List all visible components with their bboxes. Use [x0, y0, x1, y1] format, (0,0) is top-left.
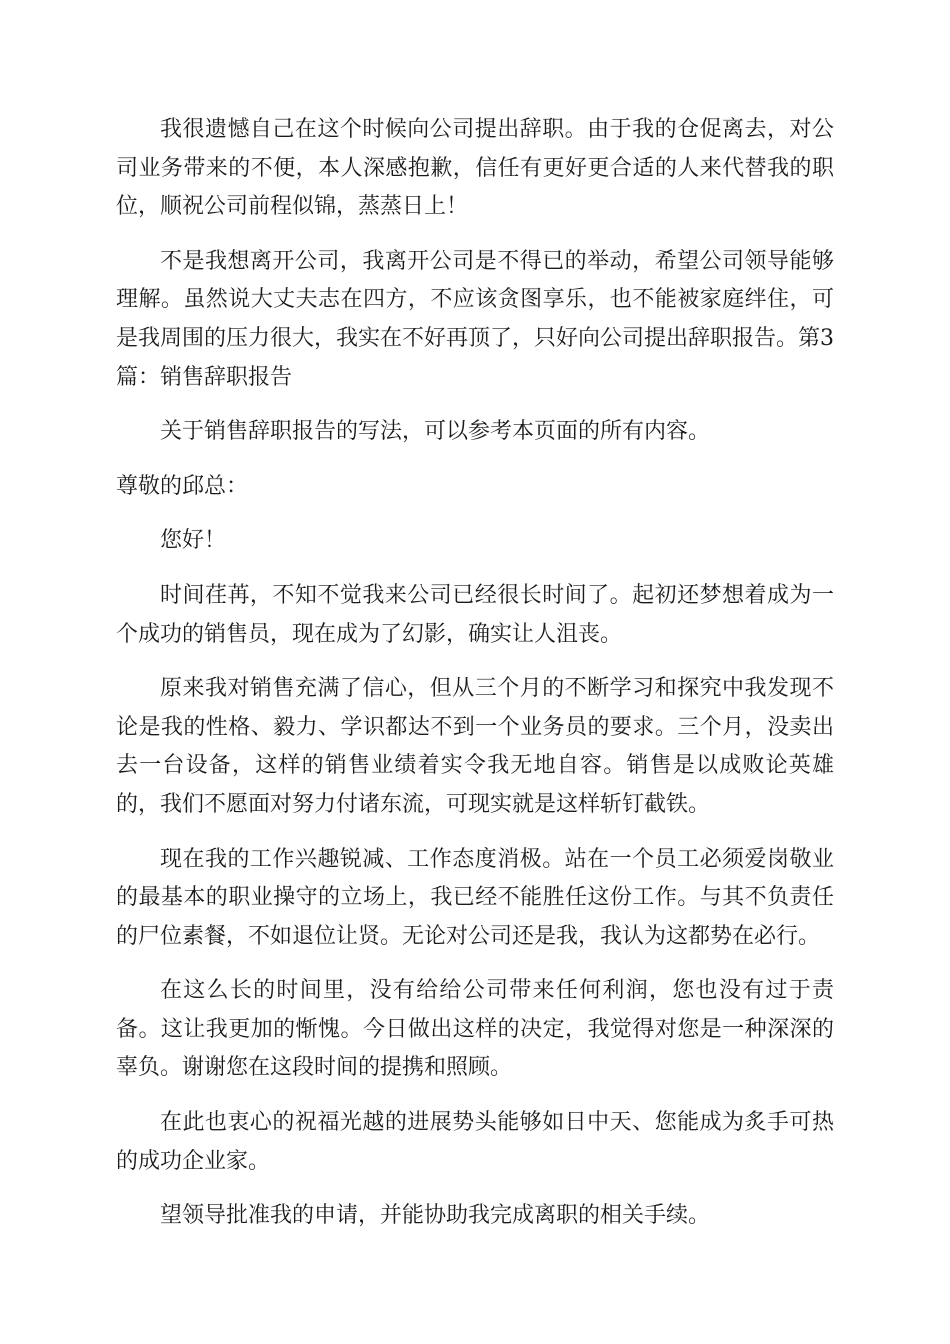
paragraph-intro: 关于销售辞职报告的写法，可以参考本页面的所有内容。	[160, 419, 711, 445]
salutation: 尊敬的邱总：	[116, 473, 249, 499]
paragraph-request: 望领导批准我的申请，并能协助我完成离职的相关手续。	[160, 1203, 711, 1229]
paragraph-wishes: 在此也衷心的祝福光越的进展势头能够如日中天、您能成为炙手可热的成功企业家。	[116, 1110, 834, 1174]
paragraph-gratitude: 在这么长的时间里，没有给给公司带来任何利润，您也没有过于责备。这让我更加的惭愧。今日做出这样的决定，我觉得对您是一种深深的辜负。谢谢您在这段时间的提携和照顾。	[116, 978, 834, 1081]
greeting: 您好！	[160, 528, 227, 554]
paragraph-apology: 我很遗憾自己在这个时候向公司提出辞职。由于我的仓促离去，对公司业务带来的不便，本人深感抱歉，信任有更好更合适的人来代替我的职位，顺祝公司前程似锦，蒸蒸日上！	[116, 117, 834, 220]
paragraph-confidence: 原来我对销售充满了信心，但从三个月的不断学习和探究中我发现不论是我的性格、毅力、学识都达不到一个业务员的要求。三个月，没卖出去一台设备，这样的销售业绩着实令我无地自容。销售是以成败论英雄的，我们不愿面对努力付诸东流，可现实就是这样斩钉截铁。	[116, 676, 834, 817]
document-body	[116, 111, 834, 1252]
paragraph-attitude: 现在我的工作兴趣锐减、工作态度消极。站在一个员工必须爱岗敬业的最基本的职业操守的立场上，我已经不能胜任这份工作。与其不负责任的尸位素餐，不如退位让贤。无论对公司还是我，我认为这都势在必行。	[116, 846, 834, 949]
paragraph-reason: 不是我想离开公司，我离开公司是不得已的举动，希望公司领导能够理解。虽然说大丈夫志在四方，不应该贪图享乐，也不能被家庭绊住，可是我周围的压力很大，我实在不好再顶了，只好向公司提出辞职报告。第3篇：销售辞职报告	[116, 248, 834, 390]
paragraph-time: 时间荏苒，不知不觉我来公司已经很长时间了。起初还梦想着成为一个成功的销售员，现在成为了幻影，确实让人沮丧。	[116, 582, 834, 647]
